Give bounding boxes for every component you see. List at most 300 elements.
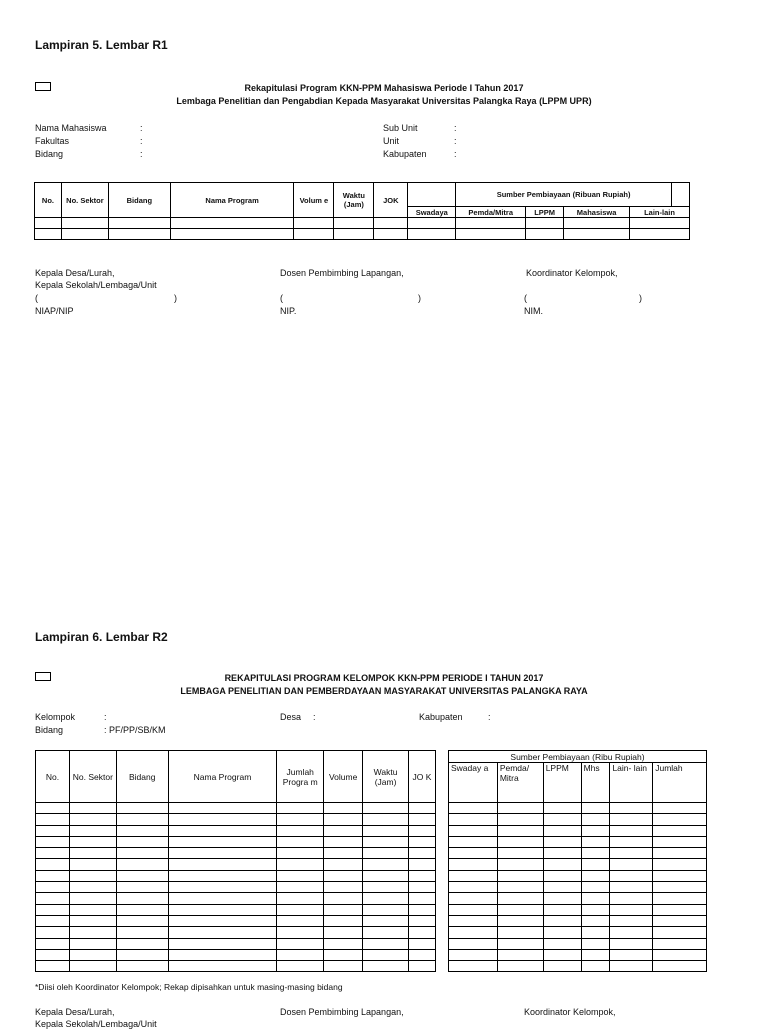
table-cell[interactable] [168,848,277,859]
table-cell[interactable] [69,961,116,972]
r2-col-no-sektor: No. Sektor [69,751,116,803]
r1-field-unit-label: Unit [383,136,400,146]
table-row[interactable] [449,893,707,904]
table-cell[interactable] [36,825,70,836]
table-cell[interactable] [449,961,498,972]
table-cell[interactable] [409,870,436,881]
table-cell[interactable] [116,882,168,893]
table-cell[interactable] [497,882,543,893]
table-row[interactable] [449,904,707,915]
r2-sig-koordinator: Koordinator Kelompok, [524,1007,616,1017]
table-cell[interactable] [36,927,70,938]
table-cell[interactable] [409,961,436,972]
r1-col-bidang: Bidang [108,183,170,218]
table-cell[interactable] [543,870,581,881]
table-cell[interactable] [409,949,436,960]
table-row[interactable] [36,870,436,881]
table-cell[interactable] [116,961,168,972]
table-cell[interactable] [610,882,653,893]
table-cell[interactable] [36,836,70,847]
table-cell[interactable] [409,882,436,893]
table-cell[interactable] [36,915,70,926]
r2-col-no: No. [36,751,70,803]
table-cell[interactable] [168,882,277,893]
table-cell[interactable] [324,893,363,904]
table-cell[interactable] [653,927,707,938]
table-row[interactable] [36,938,436,949]
r1-col-nama-program: Nama Program [170,183,294,218]
table-row[interactable] [36,848,436,859]
table-cell[interactable] [116,859,168,870]
table-cell[interactable] [277,915,324,926]
table-cell[interactable] [543,814,581,825]
r1-field-kabupaten-sep: : [454,149,457,159]
table-cell[interactable] [543,836,581,847]
r1-sig-paren-close-3: ) [639,293,642,303]
table-cell[interactable] [409,915,436,926]
table-cell[interactable] [69,927,116,938]
table-cell[interactable] [36,961,70,972]
table-cell[interactable] [543,859,581,870]
table-cell[interactable] [581,882,610,893]
table-cell[interactable] [324,859,363,870]
table-cell[interactable] [168,961,277,972]
table-row[interactable] [36,961,436,972]
r1-sig-paren-close-2: ) [418,293,421,303]
r2-right-body [449,803,707,972]
table-cell[interactable] [363,859,409,870]
table-cell[interactable] [610,915,653,926]
table-cell[interactable] [363,803,409,814]
table-row[interactable] [449,882,707,893]
table-row[interactable] [449,927,707,938]
table-cell[interactable] [277,904,324,915]
table-cell[interactable] [543,927,581,938]
table-cell[interactable] [610,814,653,825]
r1-col-lain-lain: Lain-lain [630,207,690,218]
table-cell[interactable] [116,893,168,904]
table-cell[interactable] [610,949,653,960]
r1-col-no-sektor: No. Sektor [61,183,108,218]
r2-col-lppm: LPPM [543,763,581,803]
table-cell[interactable] [324,803,363,814]
table-cell[interactable] [653,859,707,870]
table-cell[interactable] [449,904,498,915]
table-cell[interactable] [409,803,436,814]
table-cell[interactable] [409,825,436,836]
table-cell[interactable] [543,893,581,904]
table-cell[interactable] [277,803,324,814]
r1-field-subunit-sep: : [454,123,457,133]
table-cell[interactable] [581,927,610,938]
table-cell[interactable] [581,803,610,814]
table-cell[interactable] [69,859,116,870]
r2-sig-kepala-sekolah: Kepala Sekolah/Lembaga/Unit [35,1019,157,1029]
r2-col-bidang: Bidang [116,751,168,803]
table-cell[interactable] [543,904,581,915]
table-cell[interactable] [543,938,581,949]
r1-field-nama-label: Nama Mahasiswa [35,123,107,133]
table-cell[interactable] [610,870,653,881]
r1-sig-paren-close-1: ) [174,293,177,303]
table-cell[interactable] [581,814,610,825]
table-cell[interactable] [610,848,653,859]
table-cell[interactable] [36,904,70,915]
table-cell[interactable] [363,927,409,938]
table-cell[interactable] [69,814,116,825]
table-row[interactable] [449,949,707,960]
r1-sig-paren-open-1: ( [35,293,38,303]
table-cell[interactable] [449,825,498,836]
table-row[interactable] [449,859,707,870]
table-cell[interactable] [168,870,277,881]
table-cell[interactable] [277,938,324,949]
r2-bidang-label: Bidang [35,725,64,735]
table-row[interactable] [36,893,436,904]
table-cell[interactable] [653,882,707,893]
table-cell[interactable] [610,938,653,949]
r2-bidang-value: : PF/PP/SB/KM [104,725,166,735]
table-cell[interactable] [363,915,409,926]
table-cell[interactable] [168,904,277,915]
table-cell[interactable] [449,915,498,926]
table-cell[interactable] [116,927,168,938]
table-cell[interactable] [581,893,610,904]
table-cell[interactable] [653,814,707,825]
table-cell[interactable] [610,927,653,938]
table-cell[interactable] [610,836,653,847]
r1-col-mahasiswa: Mahasiswa [564,207,630,218]
r2-footnote: *Diisi oleh Koordinator Kelompok; Rekap dipisahkan untuk masing-masing bidang [35,982,343,992]
table-cell[interactable] [363,904,409,915]
table-row[interactable] [36,803,436,814]
table-cell[interactable] [324,904,363,915]
table-cell[interactable] [449,870,498,881]
table-cell[interactable] [69,825,116,836]
r1-sig-nim: NIM. [524,306,543,316]
table-cell[interactable] [653,893,707,904]
table-cell[interactable] [116,904,168,915]
table-cell[interactable] [610,859,653,870]
table-cell[interactable] [36,848,70,859]
table-cell[interactable] [277,859,324,870]
table-cell[interactable] [543,848,581,859]
table-row[interactable] [35,229,690,240]
table-cell[interactable] [409,814,436,825]
table-cell[interactable] [116,803,168,814]
table-cell[interactable] [363,848,409,859]
table-cell[interactable] [610,961,653,972]
table-cell[interactable] [277,870,324,881]
table-cell[interactable] [277,848,324,859]
table-cell[interactable] [581,915,610,926]
table-cell[interactable] [497,893,543,904]
table-cell[interactable] [581,938,610,949]
table-cell[interactable] [69,938,116,949]
table-cell[interactable] [363,893,409,904]
r1-field-kabupaten-label: Kabupaten [383,149,427,159]
r2-col-pemda: Pemda/ Mitra [497,763,543,803]
table-cell[interactable] [168,949,277,960]
table-row[interactable] [36,882,436,893]
r2-col-jumlah: Jumlah [653,763,707,803]
r2-col-volume: Volume [324,751,363,803]
table-cell[interactable] [610,893,653,904]
table-cell[interactable] [449,859,498,870]
table-cell[interactable] [497,836,543,847]
table-cell[interactable] [449,803,498,814]
table-cell[interactable] [543,961,581,972]
table-row[interactable] [449,915,707,926]
table-cell[interactable] [168,803,277,814]
table-cell[interactable] [168,825,277,836]
table-cell[interactable] [168,938,277,949]
table-cell[interactable] [116,915,168,926]
table-cell[interactable] [653,938,707,949]
table-cell[interactable] [116,814,168,825]
table-cell[interactable] [497,949,543,960]
table-row[interactable] [36,814,436,825]
r2-kabupaten-sep: : [488,712,491,722]
table-cell[interactable] [116,836,168,847]
table-cell[interactable] [497,938,543,949]
table-cell[interactable] [36,859,70,870]
r2-sig-dosen: Dosen Pembimbing Lapangan, [280,1007,404,1017]
table-cell[interactable] [277,961,324,972]
table-cell[interactable] [277,836,324,847]
table-cell[interactable] [116,949,168,960]
table-cell[interactable] [363,949,409,960]
table-cell[interactable] [69,848,116,859]
table-cell[interactable] [543,825,581,836]
r1-col-jok: JOK [374,183,408,218]
table-cell[interactable] [69,870,116,881]
table-cell[interactable] [653,825,707,836]
table-cell[interactable] [497,859,543,870]
table-cell[interactable] [324,870,363,881]
table-cell[interactable] [653,870,707,881]
table-cell[interactable] [36,882,70,893]
table-cell[interactable] [324,949,363,960]
r1-field-bidang-label: Bidang [35,149,64,159]
table-cell[interactable] [653,915,707,926]
table-cell[interactable] [277,893,324,904]
table-cell[interactable] [324,848,363,859]
r2-header-line2: LEMBAGA PENELITIAN DAN PEMBERDAYAAN MASYARAKAT UNIVERSITAS PALANGKA RAYA [180,686,588,696]
table-cell[interactable] [324,938,363,949]
r1-sig-nip: NIP. [280,306,297,316]
table-cell[interactable] [116,848,168,859]
r2-col-jok: JO K [409,751,436,803]
table-cell[interactable] [449,848,498,859]
table-row[interactable] [449,803,707,814]
r1-recap-table [34,182,690,240]
table-cell[interactable] [543,949,581,960]
table-cell[interactable] [168,915,277,926]
table-row[interactable] [36,949,436,960]
table-cell[interactable] [653,803,707,814]
table-cell[interactable] [324,882,363,893]
table-cell[interactable] [543,915,581,926]
table-cell[interactable] [497,915,543,926]
table-row[interactable] [449,836,707,847]
table-cell[interactable] [363,814,409,825]
table-cell[interactable] [69,904,116,915]
table-cell[interactable] [497,848,543,859]
table-row[interactable] [449,961,707,972]
table-cell[interactable] [409,893,436,904]
table-row[interactable] [36,825,436,836]
table-cell[interactable] [363,938,409,949]
r1-col-no: No. [35,183,62,218]
table-cell[interactable] [168,859,277,870]
table-cell[interactable] [36,938,70,949]
table-cell[interactable] [581,836,610,847]
table-cell[interactable] [363,882,409,893]
r1-sig-niap-nip: NIAP/NIP [35,306,74,316]
table-cell[interactable] [497,814,543,825]
table-cell[interactable] [409,848,436,859]
table-cell[interactable] [409,859,436,870]
table-cell[interactable] [543,803,581,814]
r1-sig-paren-open-3: ( [524,293,527,303]
table-cell[interactable] [363,961,409,972]
r1-col-pemda: Pemda/Mitra [456,207,526,218]
table-cell[interactable] [409,938,436,949]
table-cell[interactable] [449,893,498,904]
table-cell[interactable] [277,949,324,960]
r1-col-waktu: Waktu (Jam) [334,183,374,218]
table-row[interactable] [449,814,707,825]
table-cell[interactable] [543,882,581,893]
table-cell[interactable] [449,949,498,960]
table-cell[interactable] [277,882,324,893]
r1-col-sumber-pembiayaan: Sumber Pembiayaan (Ribuan Rupiah) [456,183,672,207]
table-cell[interactable] [36,814,70,825]
table-cell[interactable] [409,927,436,938]
table-cell[interactable] [363,836,409,847]
r2-col-mhs: Mhs [581,763,610,803]
table-row[interactable] [36,904,436,915]
table-cell[interactable] [36,893,70,904]
table-cell[interactable] [324,927,363,938]
table-cell[interactable] [497,803,543,814]
table-cell[interactable] [449,814,498,825]
r2-kelompok-label: Kelompok [35,712,76,722]
table-cell[interactable] [653,904,707,915]
r1-field-fakultas-label: Fakultas [35,136,70,146]
table-cell[interactable] [277,825,324,836]
r2-funding-header-row [449,763,707,803]
r2-col-jumlah-program: Jumlah Progra m [277,751,324,803]
table-cell[interactable] [497,961,543,972]
table-cell[interactable] [36,870,70,881]
table-cell[interactable] [610,904,653,915]
table-cell[interactable] [324,814,363,825]
table-cell[interactable] [69,893,116,904]
table-cell[interactable] [409,836,436,847]
table-cell[interactable] [581,949,610,960]
table-cell[interactable] [116,938,168,949]
table-cell[interactable] [168,893,277,904]
table-cell[interactable] [449,938,498,949]
table-cell[interactable] [69,949,116,960]
table-cell[interactable] [449,927,498,938]
r2-funding-title-row [449,751,707,763]
table-row[interactable] [36,927,436,938]
table-cell[interactable] [69,836,116,847]
table-cell[interactable] [653,961,707,972]
table-cell[interactable] [449,882,498,893]
table-row[interactable] [35,218,690,229]
r2-left-body [36,803,436,972]
table-cell[interactable] [449,836,498,847]
table-cell[interactable] [324,915,363,926]
table-cell[interactable] [581,825,610,836]
r1-header-line1: Rekapitulasi Program KKN-PPM Mahasiswa Periode I Tahun 2017 [244,83,524,93]
r2-col-waktu: Waktu (Jam) [363,751,409,803]
table-cell[interactable] [36,949,70,960]
table-cell[interactable] [168,814,277,825]
table-cell[interactable] [69,915,116,926]
table-cell[interactable] [581,870,610,881]
table-cell[interactable] [277,814,324,825]
table-cell[interactable] [581,961,610,972]
table-cell[interactable] [69,882,116,893]
r2-kabupaten-label: Kabupaten [419,712,463,722]
table-cell[interactable] [653,836,707,847]
table-cell[interactable] [610,825,653,836]
table-cell[interactable] [653,949,707,960]
table-cell[interactable] [116,825,168,836]
table-cell[interactable] [36,803,70,814]
table-cell[interactable] [581,904,610,915]
table-cell[interactable] [581,848,610,859]
table-cell[interactable] [497,870,543,881]
r1-field-fakultas-sep: : [140,136,143,146]
table-cell[interactable] [363,825,409,836]
table-row[interactable] [36,859,436,870]
table-cell[interactable] [116,870,168,881]
table-cell[interactable] [497,904,543,915]
table-cell[interactable] [363,870,409,881]
table-cell[interactable] [69,803,116,814]
table-cell[interactable] [497,927,543,938]
table-cell[interactable] [653,848,707,859]
table-cell[interactable] [497,825,543,836]
r1-field-bidang-sep: : [140,149,143,159]
table-row[interactable] [36,915,436,926]
table-cell[interactable] [168,927,277,938]
table-row[interactable] [449,870,707,881]
table-row[interactable] [449,938,707,949]
table-cell[interactable] [581,859,610,870]
table-cell[interactable] [277,927,324,938]
r2-program-table [35,750,436,972]
table-cell[interactable] [324,825,363,836]
r1-col-volume: Volum e [294,183,334,218]
table-cell[interactable] [324,961,363,972]
table-cell[interactable] [610,803,653,814]
r2-col-lain-lain: Lain- lain [610,763,653,803]
table-row[interactable] [449,848,707,859]
table-cell[interactable] [324,836,363,847]
r1-col-blank [408,183,456,207]
table-row[interactable] [36,836,436,847]
table-cell[interactable] [409,904,436,915]
table-cell[interactable] [168,836,277,847]
table-row[interactable] [449,825,707,836]
